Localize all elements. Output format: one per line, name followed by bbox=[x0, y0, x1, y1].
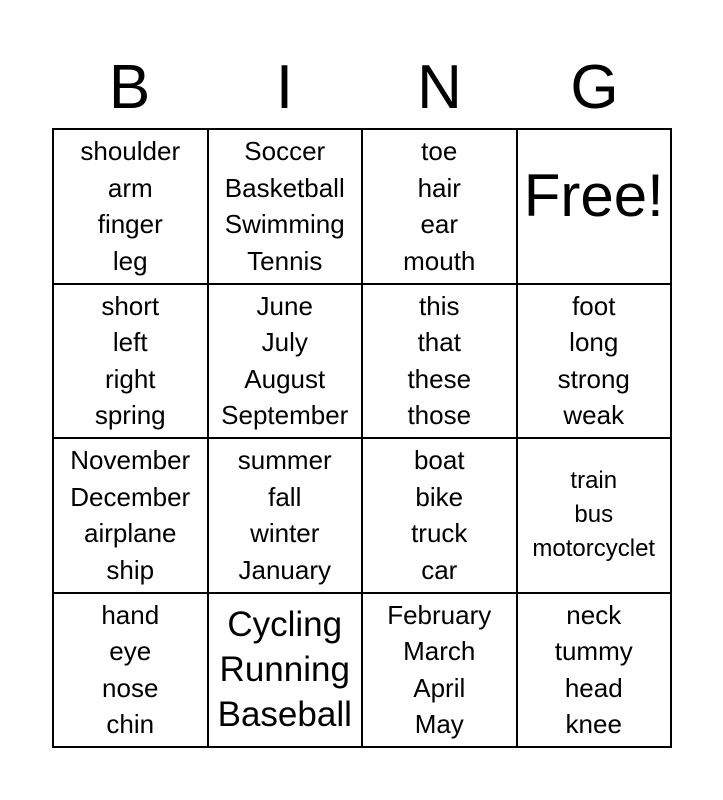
cell-word: Soccer bbox=[244, 136, 326, 167]
cell-word: September bbox=[221, 400, 349, 431]
header-letter-n: N bbox=[417, 53, 462, 122]
cell-word: knee bbox=[565, 709, 622, 740]
cell-word: neck bbox=[566, 599, 622, 630]
bingo-cell-r1-c2[interactable] bbox=[208, 129, 363, 284]
cell-word: toe bbox=[421, 136, 458, 167]
cell-word: December bbox=[70, 481, 191, 512]
cell-word: nose bbox=[102, 672, 159, 703]
cell-word: hand bbox=[101, 599, 160, 630]
cell-word: train bbox=[570, 467, 618, 495]
cell-word: spring bbox=[94, 400, 166, 431]
cell-word: eye bbox=[109, 636, 152, 667]
cell-word: summer bbox=[237, 445, 332, 476]
bingo-cell-r4-c2[interactable] bbox=[208, 593, 363, 748]
cell-word: August bbox=[244, 363, 326, 394]
free-space-cell[interactable] bbox=[517, 129, 672, 284]
cell-word: long bbox=[569, 327, 619, 358]
cell-word: fall bbox=[268, 481, 302, 512]
cell-word: short bbox=[101, 290, 160, 321]
cell-word: May bbox=[414, 709, 464, 740]
bingo-cell-r4-c1[interactable] bbox=[53, 593, 208, 748]
cell-word: car bbox=[421, 554, 458, 585]
cell-word: February bbox=[387, 599, 492, 630]
cell-word: April bbox=[413, 672, 466, 703]
bingo-cell-r3-c4[interactable] bbox=[517, 438, 672, 593]
cell-word: hair bbox=[417, 172, 461, 203]
cell-word: chin bbox=[106, 709, 155, 740]
cell-word: winter bbox=[250, 518, 320, 549]
cell-word: right bbox=[104, 363, 156, 394]
cell-word: airplane bbox=[83, 518, 177, 549]
cell-word: bike bbox=[415, 481, 464, 512]
cell-word: November bbox=[70, 445, 191, 476]
cell-word: June bbox=[256, 290, 313, 321]
cell-word: motorcyclet bbox=[532, 535, 656, 563]
cell-word: January bbox=[238, 554, 331, 585]
cell-word: July bbox=[261, 327, 308, 358]
cell-word: strong bbox=[557, 363, 630, 394]
bingo-cell-r3-c1[interactable] bbox=[53, 438, 208, 593]
cell-word: finger bbox=[97, 209, 163, 240]
cell-word: these bbox=[407, 363, 472, 394]
cell-word: ship bbox=[106, 554, 155, 585]
bingo-cell-r2-c1[interactable] bbox=[53, 284, 208, 439]
bingo-card-grid bbox=[52, 128, 672, 748]
header-letter-g: G bbox=[570, 53, 619, 122]
cell-word: Tennis bbox=[247, 245, 323, 276]
bingo-cell-r4-c4[interactable] bbox=[517, 593, 672, 748]
cell-word: left bbox=[112, 327, 148, 358]
bingo-cell-r3-c2[interactable] bbox=[208, 438, 363, 593]
cell-word: Baseball bbox=[217, 695, 352, 735]
bingo-cell-r3-c3[interactable] bbox=[362, 438, 517, 593]
cell-word: Swimming bbox=[224, 209, 345, 240]
cell-word: ear bbox=[420, 209, 459, 240]
cell-word: March bbox=[403, 636, 476, 667]
cell-word: arm bbox=[107, 172, 153, 203]
bingo-cell-r2-c4[interactable] bbox=[517, 284, 672, 439]
cell-word: this bbox=[419, 290, 460, 321]
free-space-label: Free! bbox=[523, 162, 664, 230]
cell-word: mouth bbox=[403, 245, 476, 276]
bingo-cell-r1-c1[interactable] bbox=[53, 129, 208, 284]
cell-word: shoulder bbox=[80, 136, 181, 167]
bingo-header bbox=[52, 52, 672, 124]
cell-word: boat bbox=[413, 445, 465, 476]
cell-word: tummy bbox=[554, 636, 633, 667]
header-letter-b: B bbox=[108, 53, 151, 122]
cell-word: truck bbox=[411, 518, 468, 549]
cell-word: bus bbox=[574, 501, 614, 529]
cell-word: Basketball bbox=[224, 172, 345, 203]
bingo-cell-r1-c3[interactable] bbox=[362, 129, 517, 284]
cell-word: those bbox=[407, 400, 472, 431]
cell-word: that bbox=[417, 327, 461, 358]
cell-word: weak bbox=[563, 400, 625, 431]
header-letter-i: I bbox=[275, 53, 294, 122]
cell-word: leg bbox=[112, 245, 148, 276]
cell-word: head bbox=[564, 672, 623, 703]
cell-word: Cycling bbox=[227, 605, 343, 645]
bingo-cell-r2-c2[interactable] bbox=[208, 284, 363, 439]
bingo-cell-r2-c3[interactable] bbox=[362, 284, 517, 439]
bingo-cell-r4-c3[interactable] bbox=[362, 593, 517, 748]
cell-word: foot bbox=[572, 290, 616, 321]
cell-word: Running bbox=[219, 650, 350, 690]
